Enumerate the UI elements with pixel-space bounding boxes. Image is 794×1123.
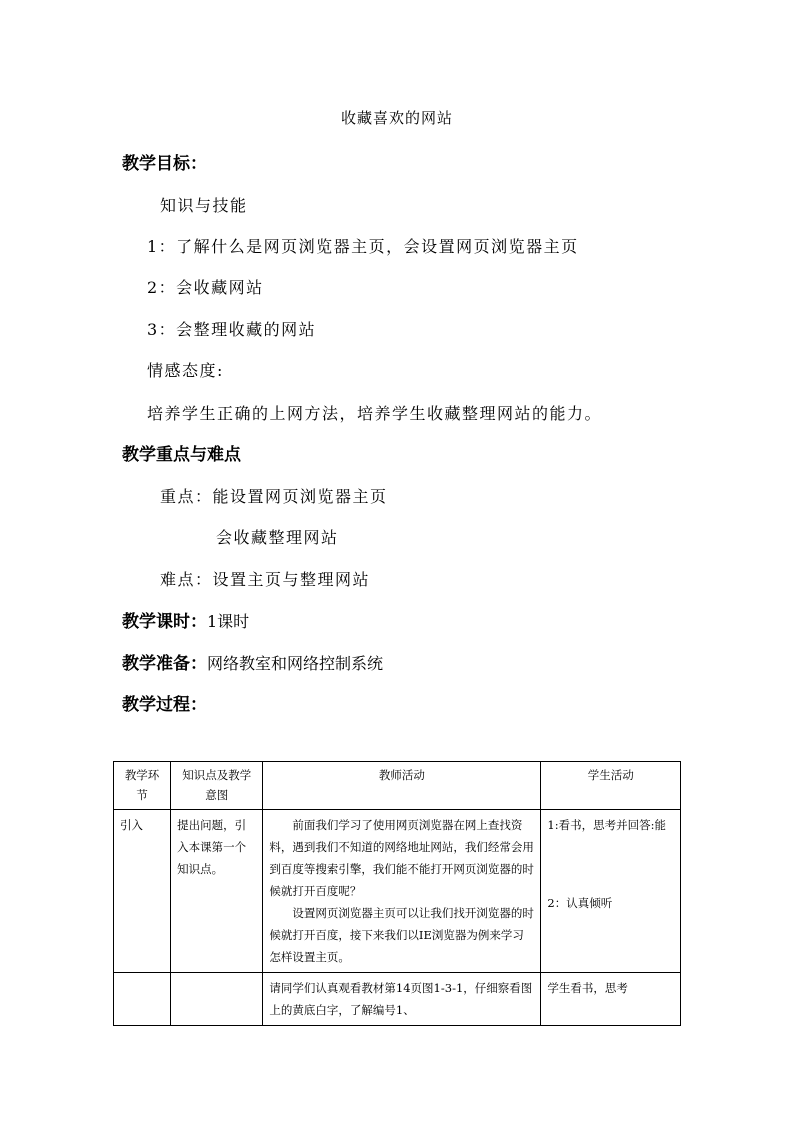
row1-teacher <box>263 810 541 973</box>
prep-heading: 教学准备： <box>122 654 207 674</box>
prep-value: 网络教室和网络控制系统 <box>207 654 384 673</box>
header-teacher: 教师活动 <box>263 762 541 810</box>
header-stage: 教学环节 <box>114 762 171 810</box>
goal-item-1: 1：了解什么是网页浏览器主页，会设置网页浏览器主页 <box>147 237 579 256</box>
row1-student-2: 2：认真倾听 <box>547 896 613 910</box>
hours-value: 1课时 <box>207 612 250 631</box>
goal-item-3: 3：会整理收藏的网站 <box>147 320 317 339</box>
key-heading: 教学重点与难点 <box>122 445 241 465</box>
process-heading: 教学过程： <box>122 695 207 715</box>
row1-student <box>541 810 681 973</box>
row1-teacher-para-1: 前面我们学习了使用网页浏览器在网上查找资料，遇到我们不知道的网络地址网站，我们经常会用到百度等搜索引擎，我们能不能打开网页浏览器的时候就打开百度呢？ <box>269 818 534 898</box>
table-row <box>114 810 681 973</box>
row2-intent <box>171 973 263 1026</box>
emotion-text: 培养学生正确的上网方法，培养学生收藏整理网站的能力。 <box>147 404 603 423</box>
prep-line <box>122 649 383 674</box>
table-header-row <box>114 762 681 810</box>
process-table <box>113 761 681 1026</box>
row1-student-1: 1:看书，思考并回答:能 <box>547 818 666 832</box>
header-intent: 知识点及教学意图 <box>171 762 263 810</box>
document-title: 收藏喜欢的网站 <box>340 109 453 127</box>
difficulty: 难点：设置主页与整理网站 <box>160 570 371 589</box>
knowledge-label: 知识与技能 <box>160 196 248 215</box>
row2-student: 学生看书，思考 <box>541 973 681 1026</box>
row1-stage: 引入 <box>114 810 171 973</box>
hours-heading: 教学课时： <box>122 612 207 632</box>
emotion-label: 情感态度: <box>147 361 224 380</box>
hours-line <box>122 607 249 632</box>
table-row <box>114 973 681 1026</box>
row1-teacher-para-2: 设置网页浏览器主页可以让我们找开浏览器的时候就打开百度，接下来我们以IE浏览器为例来学习怎样设置主页。 <box>269 906 534 964</box>
key-point-2: 会收藏整理网站 <box>216 528 339 547</box>
goal-item-2: 2：会收藏网站 <box>147 278 264 297</box>
header-student: 学生活动 <box>541 762 681 810</box>
goals-heading: 教学目标： <box>122 154 207 174</box>
key-point-1: 重点：能设置网页浏览器主页 <box>160 487 388 506</box>
row2-teacher: 请同学们认真观看教材第14页图1-3-1，仔细察看图上的黄底白字，了解编号1、 <box>263 973 541 1026</box>
row1-intent: 提出问题，引入本课第一个知识点。 <box>171 810 263 973</box>
row2-stage <box>114 973 171 1026</box>
